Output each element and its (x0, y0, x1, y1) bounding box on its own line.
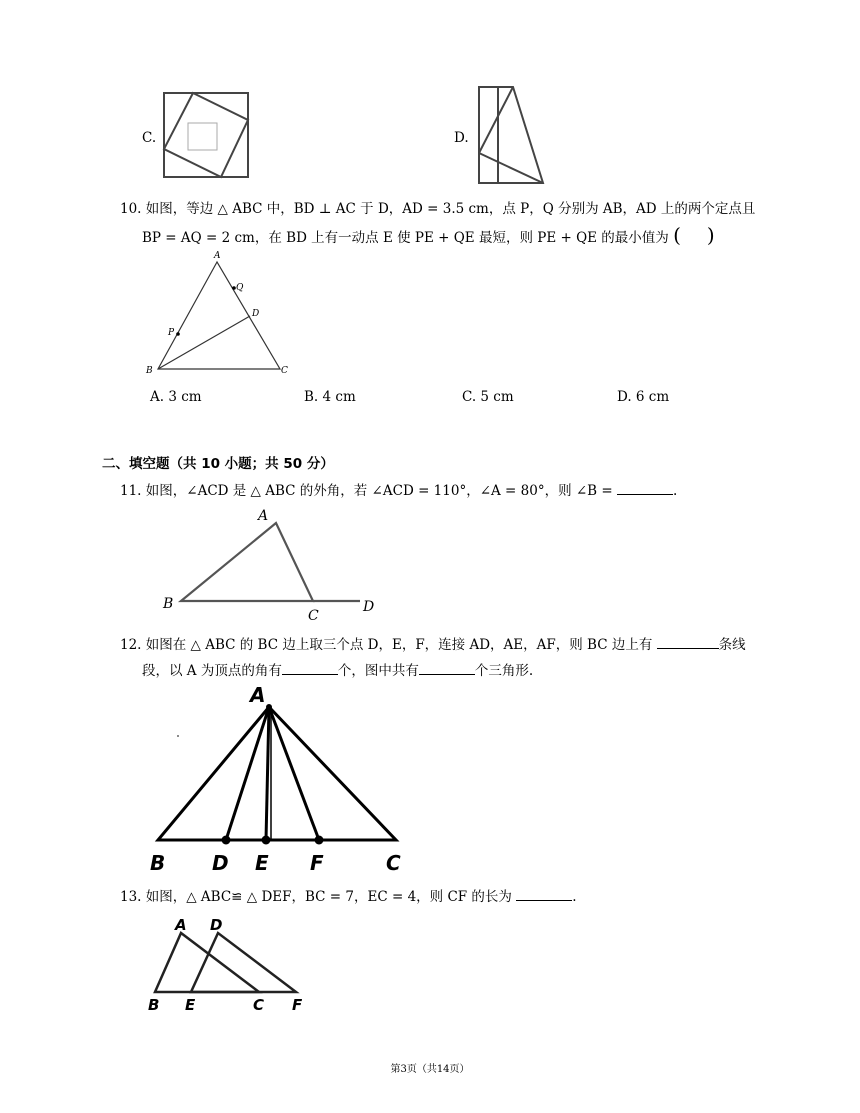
q9-option-c-figure (160, 90, 252, 182)
q11-text-end: . (673, 483, 678, 499)
q10-figure (140, 248, 300, 378)
q12-answer-blank-1[interactable] (657, 634, 719, 649)
section-title: 二、填空题（共 10 小题；共 50 分） (102, 456, 334, 472)
q13-text-end: . (572, 889, 577, 905)
q10-option-b: B. 4 cm (304, 389, 356, 405)
q10-label-d: D (252, 309, 260, 319)
q13-label-e: E (185, 996, 196, 1014)
q10-text-line2-body: BP = AQ = 2 cm，在 BD 上有一动点 E 使 PE + QE 最短，则 PE + QE 的最小值为 (142, 230, 669, 246)
q12-label-a: A (250, 683, 266, 707)
q10-paren-close: ) (706, 223, 715, 247)
q12-text-line2 (142, 660, 533, 680)
q12-text-line1-body: 12. 如图在 △ ABC 的 BC 边上取三个点 D，E，F，连接 AD，AE，AF，则 BC 边上有 (120, 637, 653, 653)
q13-label-a: A (175, 916, 187, 934)
q11-figure (150, 504, 390, 624)
q10-text-line2 (142, 223, 715, 247)
q12-label-c: C (386, 851, 401, 875)
q11-label-b: B (163, 596, 174, 612)
q13-label-f: F (292, 996, 303, 1014)
q10-label-b: B (146, 366, 153, 376)
q13-text (120, 886, 577, 906)
q10-option-a: A. 3 cm (150, 389, 202, 405)
q13-label-d: D (210, 916, 223, 934)
q12-text-line2-c: 个三角形. (474, 663, 534, 679)
q12-figure (140, 680, 420, 876)
q10-label-q: Q (236, 283, 244, 293)
q10-label-p: P (168, 328, 175, 338)
q11-label-d: D (363, 599, 375, 615)
q12-label-b: B (150, 851, 166, 875)
q13-label-b: B (148, 996, 160, 1014)
q10-option-c: C. 5 cm (462, 389, 514, 405)
q11-label-c: C (308, 608, 319, 624)
q11-text (120, 480, 677, 500)
q12-label-f: F (310, 851, 324, 875)
q11-answer-blank[interactable] (617, 480, 673, 495)
q12-label-d: D (212, 851, 229, 875)
q12-answer-blank-2[interactable] (282, 660, 338, 675)
q10-text-line1: 10. 如图，等边 △ ABC 中，BD ⊥ AC 于 D，AD = 3.5 cm，点 P，Q 分别为 AB，AD 上的两个定点且 (120, 201, 756, 217)
q11-label-a: A (258, 508, 269, 524)
q10-label-a: A (214, 251, 221, 261)
q9-option-d-label: D. (454, 130, 469, 146)
q9-option-d-figure (475, 84, 547, 186)
q13-text-body: 13. 如图，△ ABC≌ △ DEF，BC = 7，EC = 4，则 CF 的长为 (120, 889, 512, 905)
q12-text-line2-a: 段，以 A 为顶点的角有 (142, 663, 282, 679)
q12-text-line2-b: 个，图中共有 (337, 663, 419, 679)
q12-answer-blank-3[interactable] (419, 660, 475, 675)
q13-label-c: C (253, 996, 265, 1014)
q9-option-c-label: C. (142, 130, 157, 146)
page-footer: 第3页（共14页） (390, 1064, 470, 1075)
q10-option-d: D. 6 cm (617, 389, 670, 405)
q13-figure (140, 908, 320, 1016)
q13-answer-blank[interactable] (516, 886, 572, 901)
q12-text-line1 (120, 634, 746, 654)
q12-text-line1-end: 条线 (718, 637, 746, 653)
q10-label-c: C (281, 366, 288, 376)
q10-paren-open: ( (673, 223, 681, 247)
q12-label-e: E (255, 851, 269, 875)
q11-text-body: 11. 如图，∠ACD 是 △ ABC 的外角，若 ∠ACD = 110°，∠A = 80°，则 ∠B = (120, 483, 613, 499)
